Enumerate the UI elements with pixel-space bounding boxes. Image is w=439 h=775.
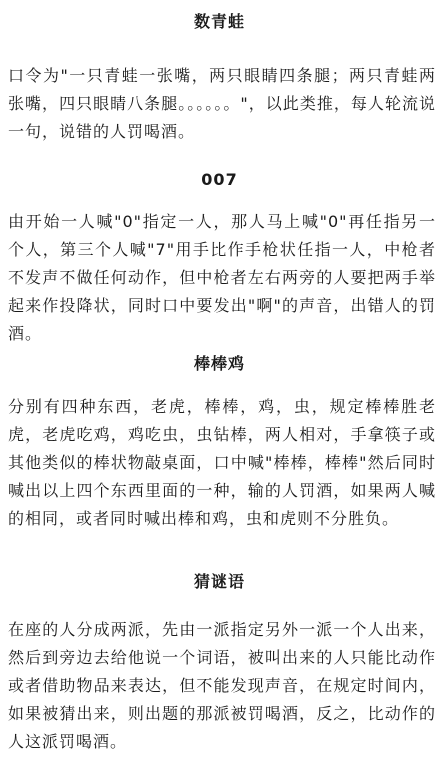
section-bang-bang-ji: [0, 352, 439, 376]
section-body: 分别有四种东西，老虎，棒棒，鸡，虫，规定棒棒胜老虎，老虎吃鸡，鸡吃虫，虫钻棒，两人相对，手拿筷子或其他类似的棒状物敲桌面，口中喊"棒棒，棒棒"然后同时喊出以上四个东西里面的一种，输的人罚酒，如果两人喊的相同，或者同时喊出棒和鸡，虫和虎则不分胜负。: [8, 397, 436, 528]
section-cai-mi-yu: [0, 570, 439, 594]
section-title: 猜谜语: [193, 572, 245, 591]
section-title: 数青蛙: [193, 12, 245, 31]
section-title: 棒棒鸡: [193, 354, 245, 373]
section-body: 在座的人分成两派，先由一派指定另外一派一个人出来，然后到旁边去给他说一个词语，被叫出来的人只能比动作或者借助物品来表达，但不能发现声音，在规定时间内，如果被猜出来，则出题的那派被罚喝酒，反之，比动作的人这派罚喝酒。: [8, 620, 436, 751]
section-007: [0, 168, 439, 192]
section-title: 007: [201, 170, 238, 189]
section-body: 由开始一人喊"0"指定一人，那人马上喊"0"再任指另一个人，第三个人喊"7"用手比作手枪状任指一人，中枪者不发声不做任何动作，但中枪者左右两旁的人要把两手举起来作投降状，同时口中要发出"啊"的声音，出错人的罚酒。: [8, 212, 436, 343]
section-body: 口令为"一只青蛙一张嘴，两只眼睛四条腿；两只青蛙两张嘴，四只眼睛八条腿。。。。。。"，以此类推，每人轮流说一句，说错的人罚喝酒。: [8, 66, 436, 141]
section-shu-qing-wa: [0, 10, 439, 34]
